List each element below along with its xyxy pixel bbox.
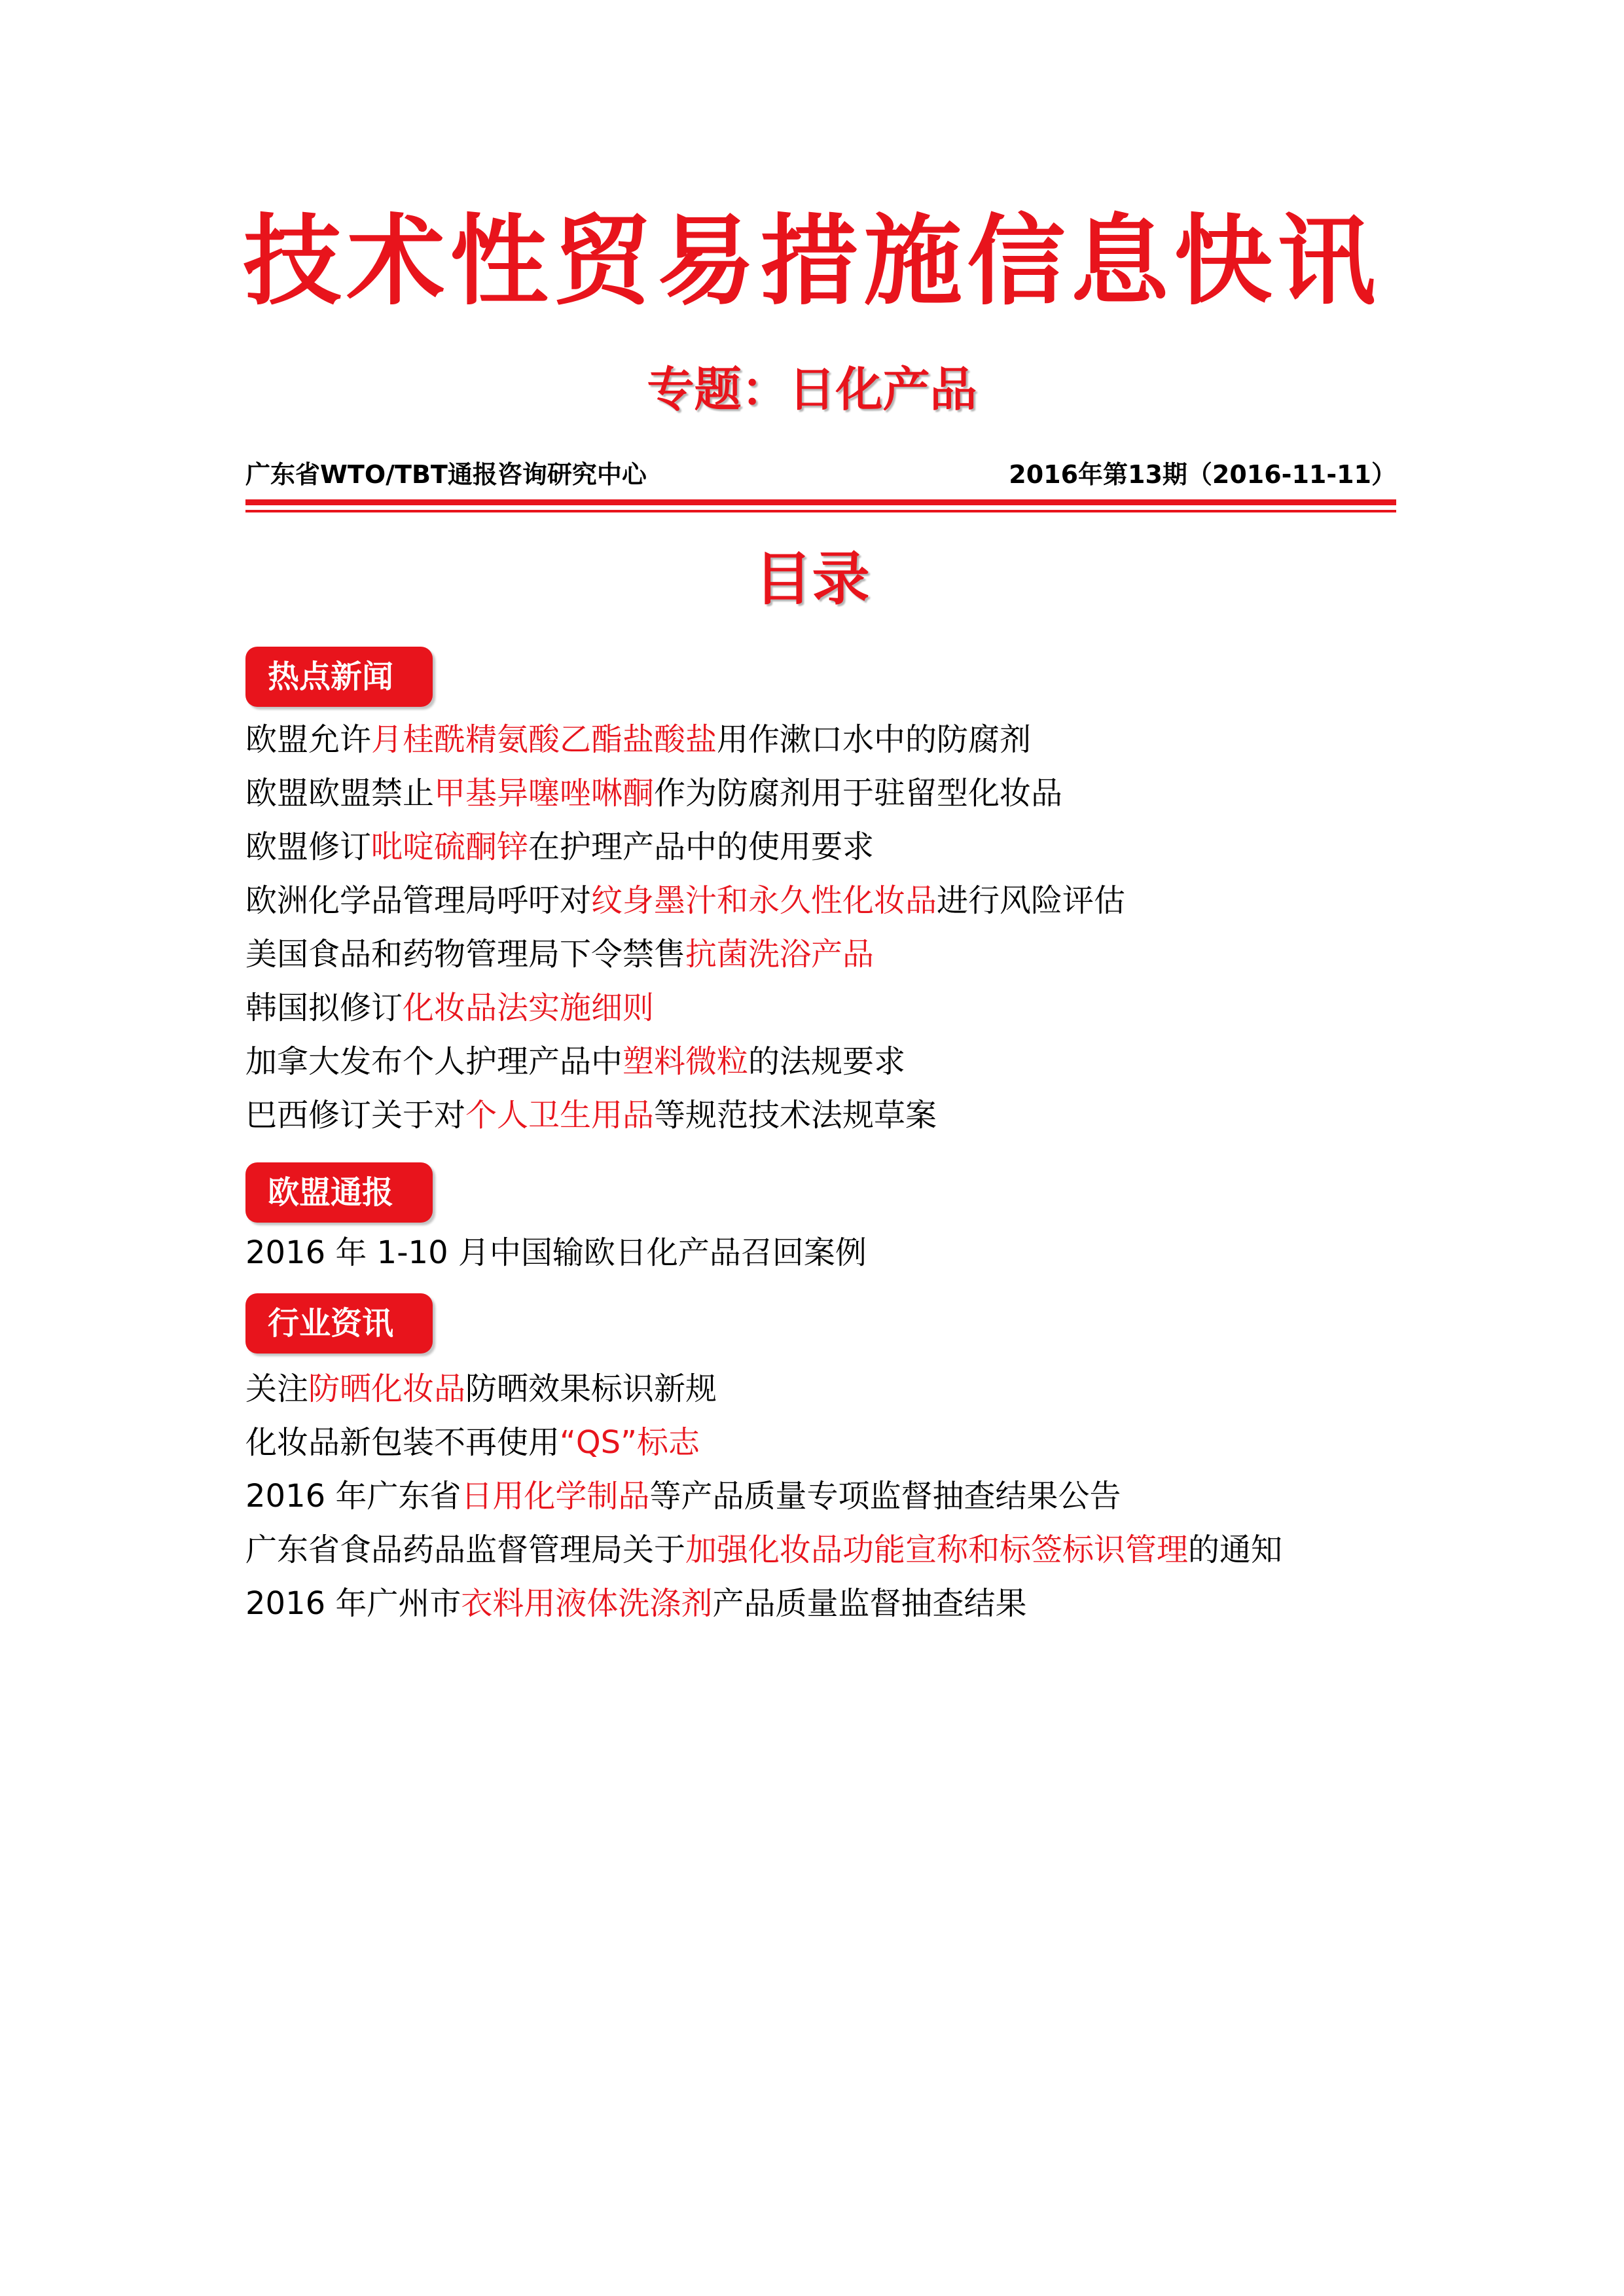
section-badge-hot-news: 热点新闻 [245,647,433,707]
toc-item-highlight: “QS”标志 [560,1424,700,1461]
header-divider-thick [245,499,1396,505]
toc-item-text: 美国食品和药物管理局下令禁售 [245,936,686,973]
toc-item-text: 的通知 [1188,1532,1283,1568]
section-badge-industry-news: 行业资讯 [245,1293,433,1354]
toc-item-text: 进行风险评估 [937,882,1126,919]
toc-item-highlight: 塑料微粒 [623,1043,749,1080]
toc-item-text: 2016 年广东省 [245,1478,461,1515]
toc-title: 目录 [754,545,870,613]
toc-item-text: 防晒效果标识新规 [465,1371,717,1407]
toc-item-text: 2016 年广州市 [245,1585,461,1622]
toc-item-highlight: 日用化学制品 [461,1478,650,1515]
newsletter-title: 技术性贸易措施信息快讯 [243,205,1381,319]
toc-item-text: 产品质量监督抽查结果 [712,1585,1027,1622]
toc-item-text: 2016 年 1-10 月中国输欧日化产品召回案例 [245,1234,867,1271]
toc-item[interactable] [245,877,1125,924]
toc-item-text: 化妆品新包装不再使用 [245,1424,560,1461]
issuer-name: 广东省WTO/TBT通报咨询研究中心 [245,460,647,489]
toc-item-highlight: 抗菌洗浴产品 [685,936,875,973]
toc-item-text: 作为防腐剂用于驻留型化妆品 [654,775,1063,812]
toc-item[interactable] [245,1229,867,1276]
toc-item-highlight: 化妆品法实施细则 [403,990,655,1026]
toc-item-text: 加拿大发布个人护理产品中 [245,1043,623,1080]
toc-item-text: 欧洲化学品管理局呼吁对 [245,882,592,919]
toc-item[interactable] [245,1038,905,1085]
topic-subtitle: 专题：日化产品 [647,362,977,417]
toc-item[interactable] [245,1526,1282,1573]
toc-item[interactable] [245,1473,1121,1520]
toc-item[interactable] [245,823,874,870]
toc-item-highlight: 吡啶硫酮锌 [371,829,529,865]
toc-item-text: 等产品质量专项监督抽查结果公告 [649,1478,1121,1515]
toc-item-highlight: 衣料用液体洗涤剂 [461,1585,713,1622]
toc-item[interactable] [245,984,654,1031]
toc-item-highlight: 月桂酰精氨酸乙酯盐酸盐 [371,721,717,758]
toc-item-text: 巴西修订关于对 [245,1097,466,1134]
toc-item-text: 广东省食品药品监督管理局关于 [245,1532,686,1568]
toc-item[interactable] [245,931,874,978]
toc-item[interactable] [245,1419,700,1466]
toc-item-highlight: 纹身墨汁和永久性化妆品 [591,882,937,919]
toc-item-highlight: 个人卫生用品 [465,1097,655,1134]
toc-item[interactable] [245,716,1031,763]
toc-item-text: 在护理产品中的使用要求 [528,829,875,865]
toc-item-highlight: 甲基异噻唑啉酮 [434,775,655,812]
toc-item[interactable] [245,1365,717,1412]
toc-item-highlight: 加强化妆品功能宣称和标签标识管理 [685,1532,1189,1568]
toc-item-text: 欧盟欧盟禁止 [245,775,435,812]
toc-item-text: 韩国拟修订 [245,990,403,1026]
toc-item-text: 用作漱口水中的防腐剂 [717,721,1032,758]
toc-item-text: 关注 [245,1371,309,1407]
toc-item-text: 等规范技术法规草案 [654,1097,937,1134]
issue-info: 2016年第13期（2016-11-11） [1009,460,1396,489]
header-divider-thin [245,510,1396,512]
toc-item-highlight: 防晒化妆品 [308,1371,466,1407]
toc-item-text: 欧盟允许 [245,721,372,758]
toc-item-text: 的法规要求 [748,1043,906,1080]
section-badge-eu-notifications: 欧盟通报 [245,1162,433,1223]
toc-item-text: 欧盟修订 [245,829,372,865]
toc-item[interactable] [245,770,1062,817]
toc-item[interactable] [245,1580,1026,1627]
toc-item[interactable] [245,1092,937,1139]
